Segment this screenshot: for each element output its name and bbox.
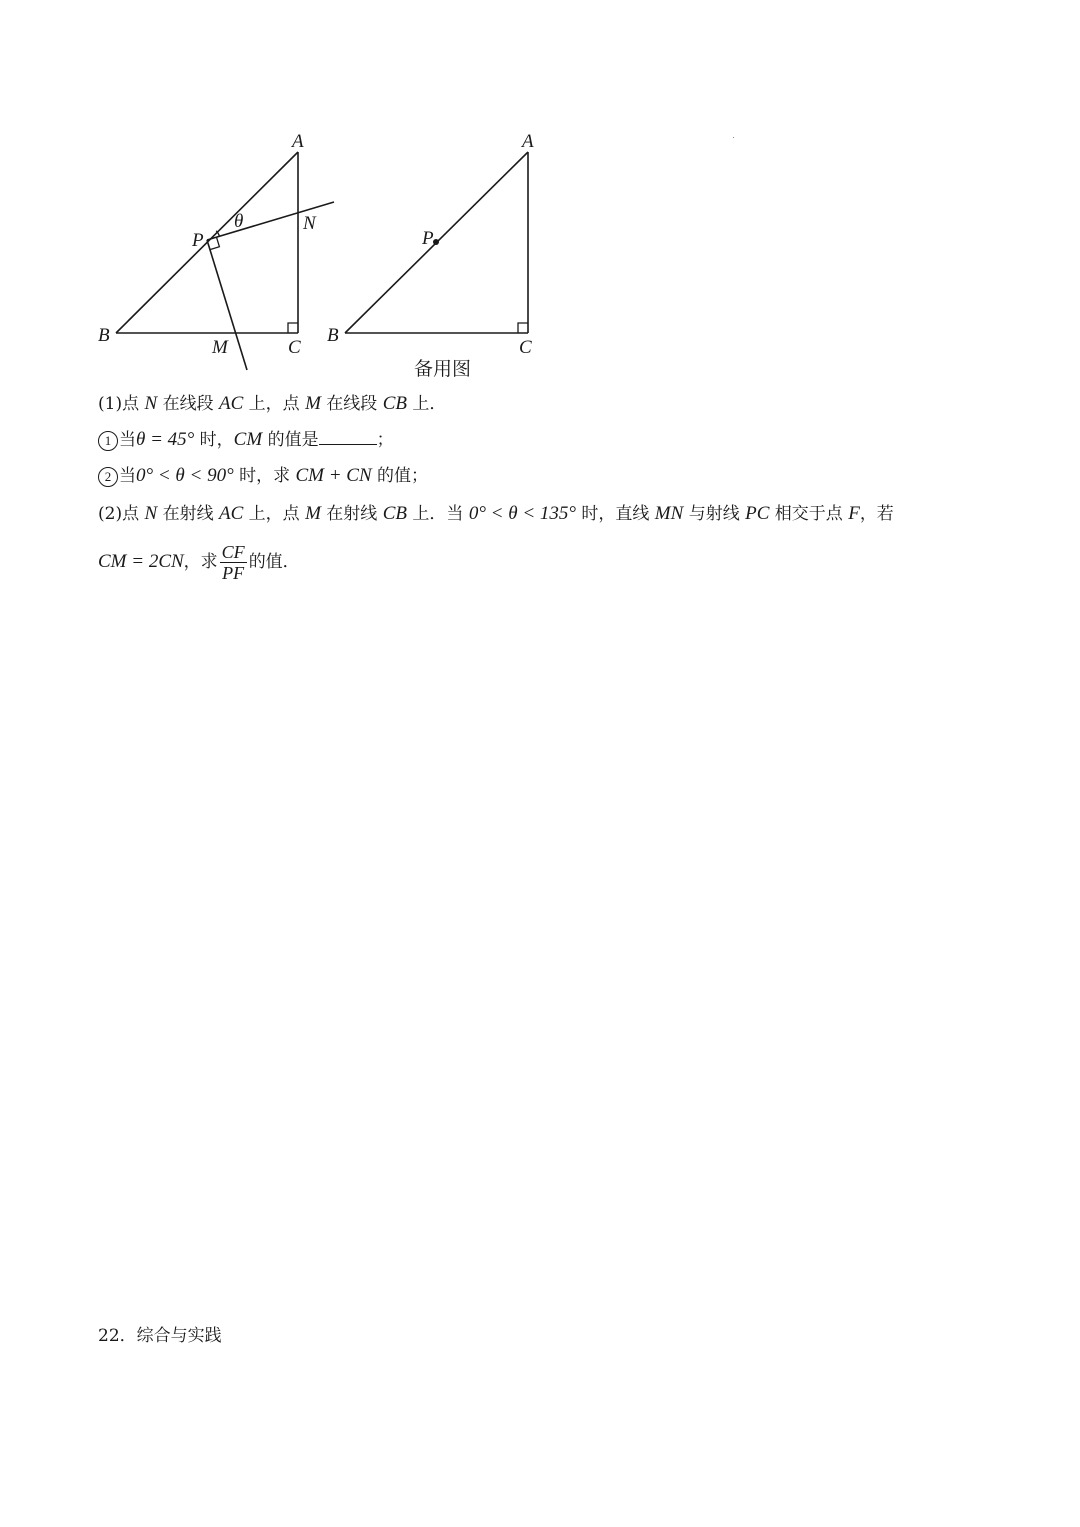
- label-P-2: P: [422, 228, 434, 249]
- label-B-2: B: [327, 325, 339, 346]
- label-C: C: [288, 337, 301, 358]
- right-angle-C: [288, 323, 298, 333]
- fraction-CF-PF: $\frac{CF}{PF}$: [221, 542, 245, 583]
- figure-caption: 备用图: [414, 358, 472, 380]
- label-A: A: [292, 131, 304, 152]
- label-N: N: [303, 213, 316, 234]
- part2-condition: CM = 2CN，求 $\frac{CF}{PF}$ 的值．: [98, 542, 300, 583]
- answer-blank: [319, 428, 377, 445]
- figure-2: [327, 131, 534, 380]
- circled-number-1: 1: [98, 431, 118, 451]
- geometry-figures: [0, 0, 1080, 400]
- right-angle-C-2: [518, 323, 528, 333]
- figure-1: [98, 131, 334, 370]
- sub-question-2: 2 当0° < θ < 90° 时，求 CM + CN 的值；: [98, 464, 428, 488]
- point-P-2: [433, 239, 439, 245]
- label-A-2: A: [522, 131, 534, 152]
- label-theta: θ: [234, 211, 244, 232]
- label-C-2: C: [519, 337, 532, 358]
- circled-number-2: 2: [98, 467, 118, 487]
- label-P: P: [192, 230, 204, 251]
- label-M: M: [212, 337, 228, 358]
- part2-intro: (2)点 N 在射线 AC 上，点 M 在射线 CB 上．当 0° < θ < 135° 时，直线 MN 与射线 PC 相交于点 F，若: [98, 503, 894, 524]
- next-question-title: 22．综合与实践: [98, 1326, 222, 1346]
- sub-question-1: 1 当θ = 45° 时，CM 的值是 ；: [98, 428, 394, 452]
- part1-intro: (1)点 N 在线段 AC 上，点 M 在线段 CB 上．: [98, 393, 447, 414]
- label-B: B: [98, 325, 110, 346]
